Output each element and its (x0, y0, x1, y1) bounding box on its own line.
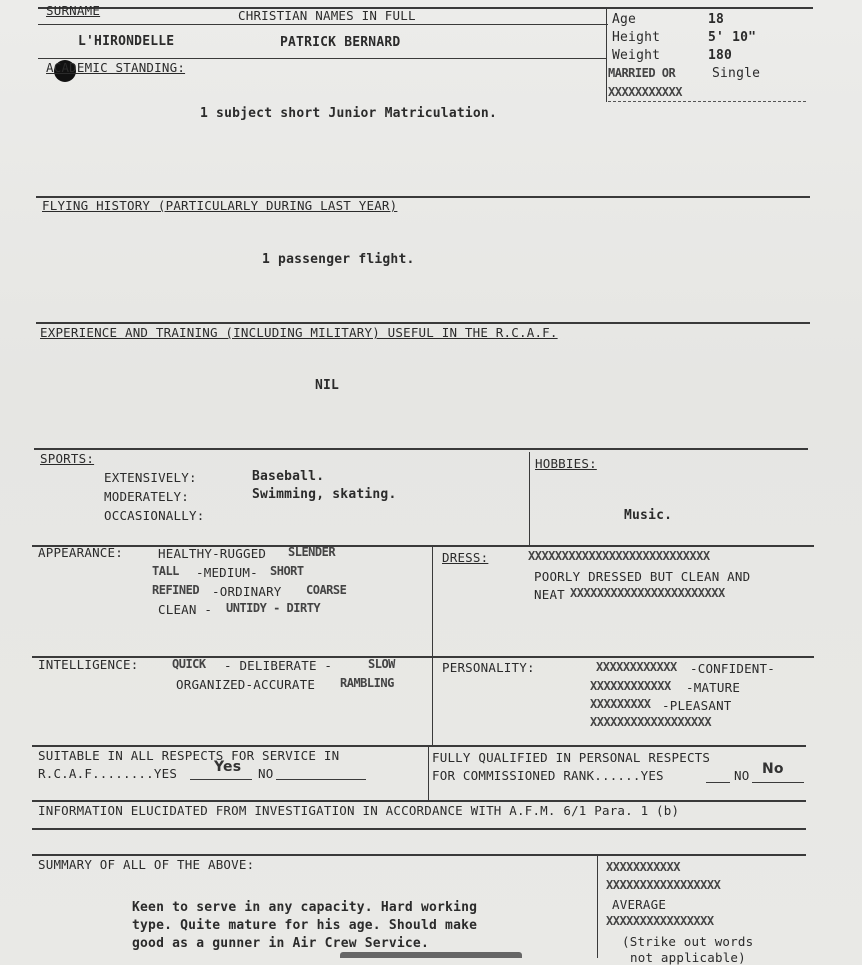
header-underline (38, 24, 608, 25)
sports-extensively-value: Baseball. (252, 469, 325, 484)
summary-line-1: Keen to serve in any capacity. Hard working (132, 900, 478, 915)
appearance-line-4-struck: UNTIDY - DIRTY (226, 601, 321, 615)
qualified-no-blank (752, 782, 804, 783)
sports-occasionally-label: OCCASIONALLY: (104, 508, 205, 523)
marital-value: Single (712, 66, 761, 81)
christian-names-label: CHRISTIAN NAMES IN FULL (238, 8, 416, 23)
intelligence-line-1-struck-b: SLOW (368, 657, 395, 671)
summary-line-2: type. Quite mature for his age. Should make (132, 918, 478, 933)
appearance-line-3-struck-b: COARSE (306, 583, 347, 597)
academic-top-line (38, 58, 606, 59)
age-label: Age (612, 12, 637, 27)
suitable-yes-blank (190, 779, 252, 780)
experience-text: NIL (315, 378, 340, 393)
qualified-yes-blank (706, 782, 730, 783)
suitable-top-line (32, 745, 806, 747)
rating-divider (597, 856, 598, 958)
rating-note-1: (Strike out words (622, 934, 754, 949)
personality-line-3: -PLEASANT (662, 698, 732, 713)
rating-struck-1: XXXXXXXXXXX (606, 860, 680, 874)
academic-label: ACADEMIC STANDING: (46, 60, 186, 75)
personality-line-4-struck: XXXXXXXXXXXXXXXXXX (590, 715, 712, 729)
weight-label: Weight (612, 48, 661, 63)
intelligence-line-2-struck: RAMBLING (340, 676, 394, 690)
flying-text: 1 passenger flight. (262, 252, 415, 267)
weight-value: 180 (708, 48, 733, 63)
academic-text: 1 subject short Junior Matriculation. (200, 106, 497, 121)
personality-line-1: -CONFIDENT- (690, 661, 775, 676)
rating-struck-3: XXXXXXXXXXXXXXXX (606, 914, 714, 928)
rating-struck-2: XXXXXXXXXXXXXXXXX (606, 878, 721, 892)
intelligence-line-2: ORGANIZED-ACCURATE (176, 677, 316, 692)
rating-note-2: not applicable) (630, 950, 746, 965)
appearance-line-1: HEALTHY-RUGGED (158, 546, 267, 561)
qualified-line-2-suffix: NO (734, 768, 750, 783)
appearance-line-4: CLEAN - (158, 602, 213, 617)
stats-divider (606, 8, 607, 102)
appearance-line-3: -ORDINARY (212, 584, 282, 599)
age-value: 18 (708, 12, 725, 27)
height-label: Height (612, 30, 661, 45)
hobbies-label: HOBBIES: (535, 456, 597, 471)
experience-top-line (36, 322, 810, 324)
suitable-line-2-suffix: NO (258, 766, 274, 781)
experience-label: EXPERIENCE AND TRAINING (INCLUDING MILITARY) USEFUL IN THE R.C.A.F. (40, 325, 558, 340)
surname-value: L'HIRONDELLE (78, 34, 175, 49)
dress-line-2: POORLY DRESSED BUT CLEAN AND (534, 569, 751, 584)
intelligence-line-1: - DELIBERATE - (224, 658, 333, 673)
suitable-line-1: SUITABLE IN ALL RESPECTS FOR SERVICE IN (38, 748, 340, 763)
stats-dashed-line (608, 101, 806, 102)
appearance-label: APPEARANCE: (38, 545, 123, 560)
sports-label: SPORTS: (40, 451, 95, 466)
information-top-line (32, 800, 806, 802)
appearance-line-1-struck: SLENDER (288, 545, 336, 559)
appearance-line-3-struck: REFINED (152, 583, 200, 597)
appearance-top-line (32, 545, 814, 547)
viewer-scroll-tab[interactable] (340, 952, 522, 958)
personality-line-1-struck: XXXXXXXXXXXX (596, 660, 677, 674)
qualified-line-1: FULLY QUALIFIED IN PERSONAL RESPECTS (432, 750, 711, 765)
summary-top-line (32, 854, 806, 856)
dress-line-3: NEAT (534, 587, 565, 602)
sports-moderately-label: MODERATELY: (104, 489, 189, 504)
flying-label: FLYING HISTORY (PARTICULARLY DURING LAST YEAR) (42, 198, 398, 213)
dress-divider (432, 546, 433, 656)
appearance-line-2-struck-b: SHORT (270, 564, 304, 578)
information-text: INFORMATION ELUCIDATED FROM INVESTIGATION IN ACCORDANCE WITH A.F.M. 6/1 Para. 1 (b) (38, 803, 680, 818)
suitable-line-2-prefix: R.C.A.F........YES (38, 766, 178, 781)
sports-moderately-value: Swimming, skating. (252, 487, 397, 502)
height-value: 5' 10" (708, 30, 757, 45)
qualified-divider (428, 746, 429, 802)
dress-label: DRESS: (442, 550, 489, 565)
top-border (38, 7, 813, 9)
information-bottom-line (32, 828, 806, 830)
personality-divider (432, 657, 433, 745)
sports-top-line (34, 448, 808, 450)
dress-line-1-struck: XXXXXXXXXXXXXXXXXXXXXXXXXXX (528, 549, 710, 563)
surname-label: SURNAME (46, 3, 101, 18)
summary-line-3: good as a gunner in Air Crew Service. (132, 936, 429, 951)
hobbies-text: Music. (624, 508, 673, 523)
hobbies-divider (529, 452, 530, 546)
personality-line-2-struck: XXXXXXXXXXXX (590, 679, 671, 693)
marital-struck-text: MARRIED OR (608, 66, 676, 80)
intelligence-label: INTELLIGENCE: (38, 657, 139, 672)
suitable-no-blank (276, 779, 366, 780)
qualified-line-2-prefix: FOR COMMISSIONED RANK......YES (432, 768, 664, 783)
appearance-line-2-struck-a: TALL (152, 564, 179, 578)
sports-extensively-label: EXTENSIVELY: (104, 470, 197, 485)
suitable-answer: Yes (214, 759, 242, 775)
intelligence-line-1-struck-a: QUICK (172, 657, 206, 671)
summary-label: SUMMARY OF ALL OF THE ABOVE: (38, 857, 255, 872)
appearance-line-2: -MEDIUM- (196, 565, 258, 580)
personality-line-2: -MATURE (686, 680, 741, 695)
christian-names-value: PATRICK BERNARD (280, 35, 401, 50)
personality-line-3-struck: XXXXXXXXX (590, 697, 651, 711)
qualified-answer: No (762, 761, 784, 777)
dress-line-3-struck: XXXXXXXXXXXXXXXXXXXXXXX (570, 586, 725, 600)
intelligence-top-line (32, 656, 814, 658)
marital-struck-text-2: XXXXXXXXXXX (608, 85, 682, 99)
rating-selected: AVERAGE (612, 897, 667, 912)
personality-label: PERSONALITY: (442, 660, 535, 675)
